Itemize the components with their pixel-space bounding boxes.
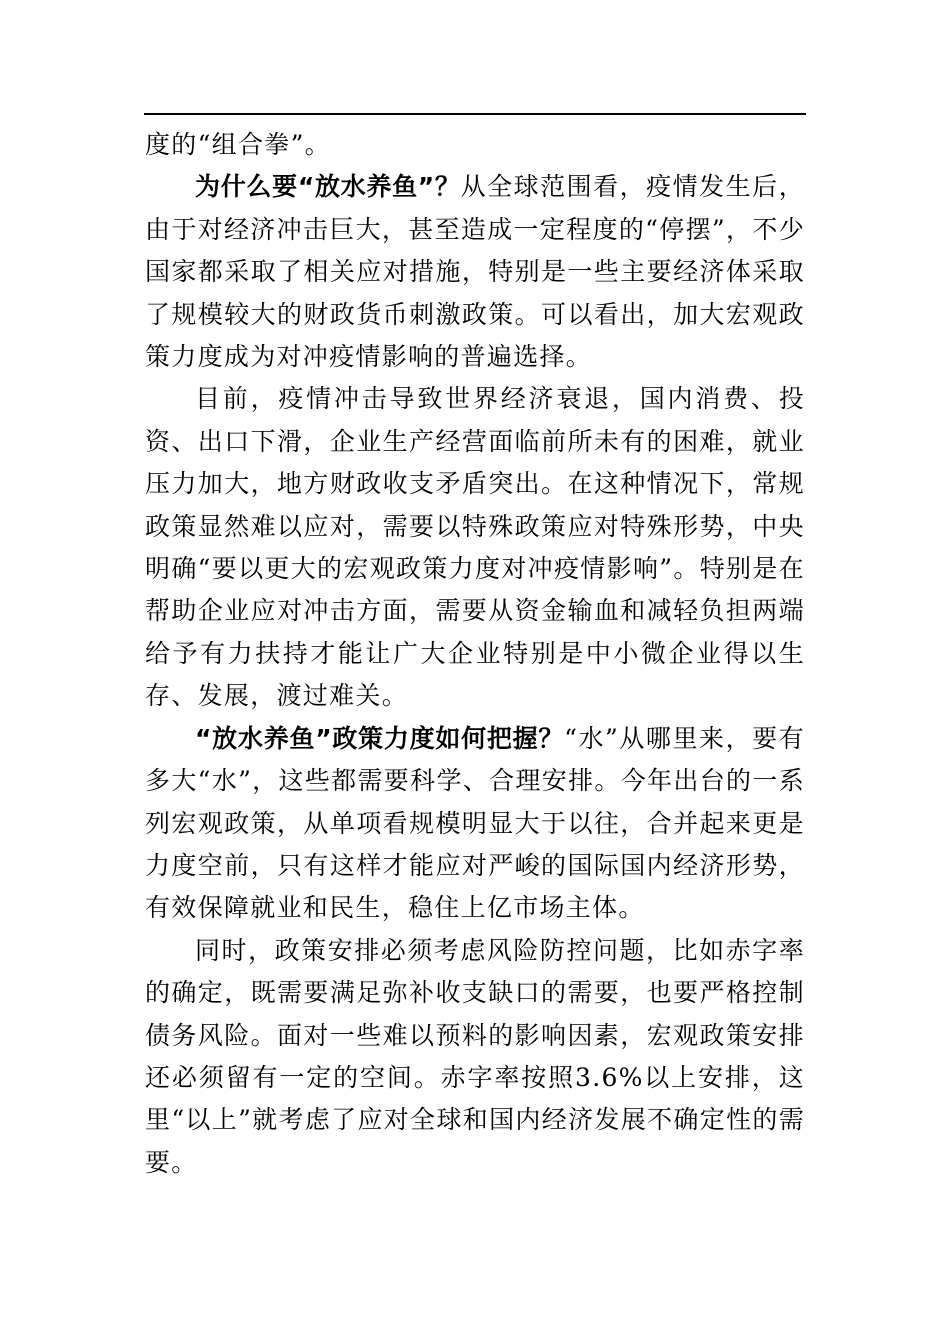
- paragraph-text: “水”从哪里来，要有多大“水”，这些都需要科学、合理安排。今年出台的一系列宏观政策，从单项看规模明显大于以往，合并起来更是力度空前，只有这样才能应对严峻的国际国内经济形势，有效保障就业和民生，稳住上亿市场主体。: [145, 723, 805, 923]
- paragraph-text: 度的“组合拳”。: [145, 130, 331, 159]
- paragraph-text: 同时，政策安排必须考虑风险防控问题，比如赤字率的确定，既需要满足弥补收支缺口的需要，也要严格控制债务风险。面对一些难以预料的影响因素，宏观政策安排还必须留有一定的空间。赤字率按照3.6%以上安排，这里“以上”就考虑了应对全球和国内经济发展不确定性的需要。: [145, 935, 805, 1177]
- paragraph-policy-strength: [145, 718, 805, 930]
- paragraph-text: 从全球范围看，疫情发生后，由于对经济冲击巨大，甚至造成一定程度的“停摆”，不少国家都采取了相关应对措施，特别是一些主要经济体采取了规模较大的财政货币刺激政策。可以看出，加大宏观政策力度成为对冲疫情影响的普遍选择。: [145, 172, 805, 372]
- paragraph-heading: 为什么要“放水养鱼”？: [195, 172, 461, 202]
- document-body: [145, 124, 805, 1184]
- paragraph-continuation: [145, 124, 805, 166]
- paragraph-risk-control: [145, 930, 805, 1184]
- paragraph-text: 目前，疫情冲击导致世界经济衰退，国内消费、投资、出口下滑，企业生产经营面临前所未有的困难，就业压力加大，地方财政收支矛盾突出。在这种情况下，常规政策显然难以应对，需要以特殊政策应对特殊形势，中央明确“要以更大的宏观政策力度对冲疫情影响”。特别是在帮助企业应对冲击方面，需要从资金输血和减轻负担两端给予有力扶持才能让广大企业特别是中小微企业得以生存、发展，渡过难关。: [145, 384, 805, 711]
- paragraph-why-policy: [145, 166, 805, 378]
- header-rule: [144, 113, 806, 115]
- paragraph-heading: “放水养鱼”政策力度如何把握？: [195, 723, 565, 753]
- paragraph-current-situation: [145, 378, 805, 717]
